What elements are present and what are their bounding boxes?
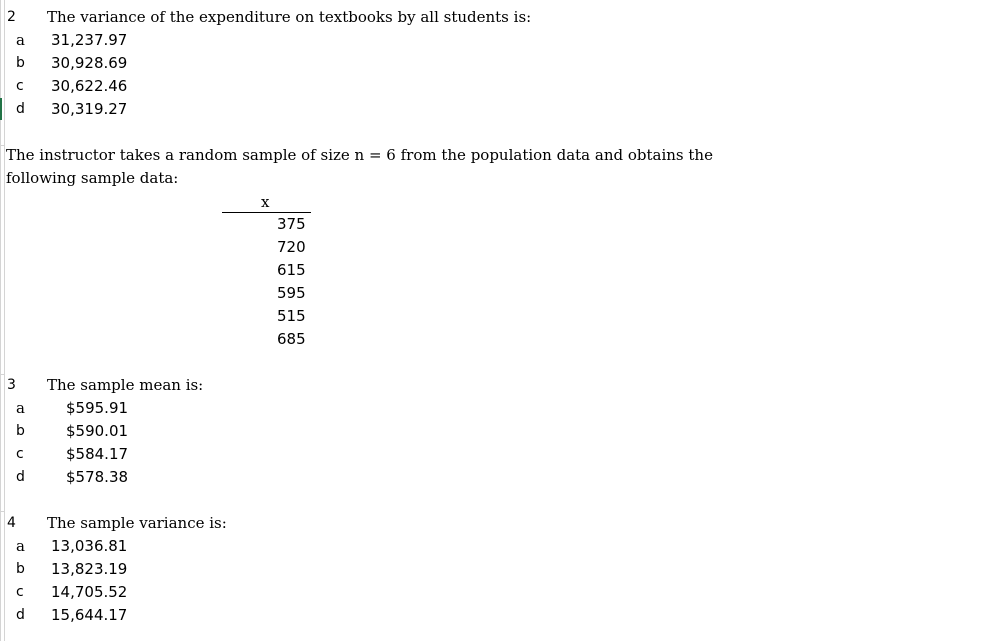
- option-value[interactable]: $595.91: [66, 399, 129, 417]
- option-letter[interactable]: b: [16, 55, 25, 71]
- row-border: [0, 511, 5, 512]
- question-number[interactable]: 2: [7, 9, 16, 25]
- intro-line-1[interactable]: The instructor takes a random sample of size n = 6 from the population data and obtains the: [6, 146, 713, 164]
- option-letter[interactable]: c: [16, 446, 24, 462]
- option-value[interactable]: 30,928.69: [51, 54, 128, 72]
- option-value[interactable]: 13,823.19: [51, 560, 128, 578]
- question-prompt[interactable]: The sample variance is:: [47, 514, 227, 532]
- option-value[interactable]: $578.38: [66, 468, 129, 486]
- active-cell-marker: [0, 98, 2, 120]
- option-letter[interactable]: b: [16, 561, 25, 577]
- table-cell[interactable]: 685: [277, 330, 306, 348]
- option-value[interactable]: $590.01: [66, 422, 129, 440]
- table-cell[interactable]: 720: [277, 238, 306, 256]
- option-letter[interactable]: a: [16, 31, 25, 49]
- option-value[interactable]: 15,644.17: [51, 606, 128, 624]
- option-letter[interactable]: c: [16, 78, 24, 94]
- table-cell[interactable]: 515: [277, 307, 306, 325]
- option-value[interactable]: 30,319.27: [51, 100, 128, 118]
- option-value[interactable]: $584.17: [66, 445, 129, 463]
- option-letter[interactable]: a: [16, 537, 25, 555]
- option-letter[interactable]: a: [16, 399, 25, 417]
- question-number[interactable]: 4: [7, 515, 16, 531]
- table-cell[interactable]: 375: [277, 215, 306, 233]
- option-letter[interactable]: b: [16, 423, 25, 439]
- option-value[interactable]: 30,622.46: [51, 77, 128, 95]
- option-letter[interactable]: c: [16, 584, 24, 600]
- column-a-right-border: [4, 0, 5, 641]
- option-value[interactable]: 13,036.81: [51, 537, 128, 555]
- row-border: [0, 145, 5, 146]
- question-prompt[interactable]: The variance of the expenditure on textbooks by all students is:: [47, 8, 532, 26]
- table-cell[interactable]: 595: [277, 284, 306, 302]
- option-value[interactable]: 14,705.52: [51, 583, 128, 601]
- row-border: [0, 374, 5, 375]
- column-a-left-border: [0, 0, 1, 641]
- option-letter[interactable]: d: [16, 469, 25, 485]
- option-value[interactable]: 31,237.97: [51, 31, 128, 49]
- question-number[interactable]: 3: [7, 377, 16, 393]
- table-cell[interactable]: 615: [277, 261, 306, 279]
- table-header[interactable]: x: [261, 193, 270, 211]
- intro-line-2[interactable]: following sample data:: [6, 169, 179, 187]
- question-prompt[interactable]: The sample mean is:: [47, 376, 204, 394]
- option-letter[interactable]: d: [16, 101, 25, 117]
- option-letter[interactable]: d: [16, 607, 25, 623]
